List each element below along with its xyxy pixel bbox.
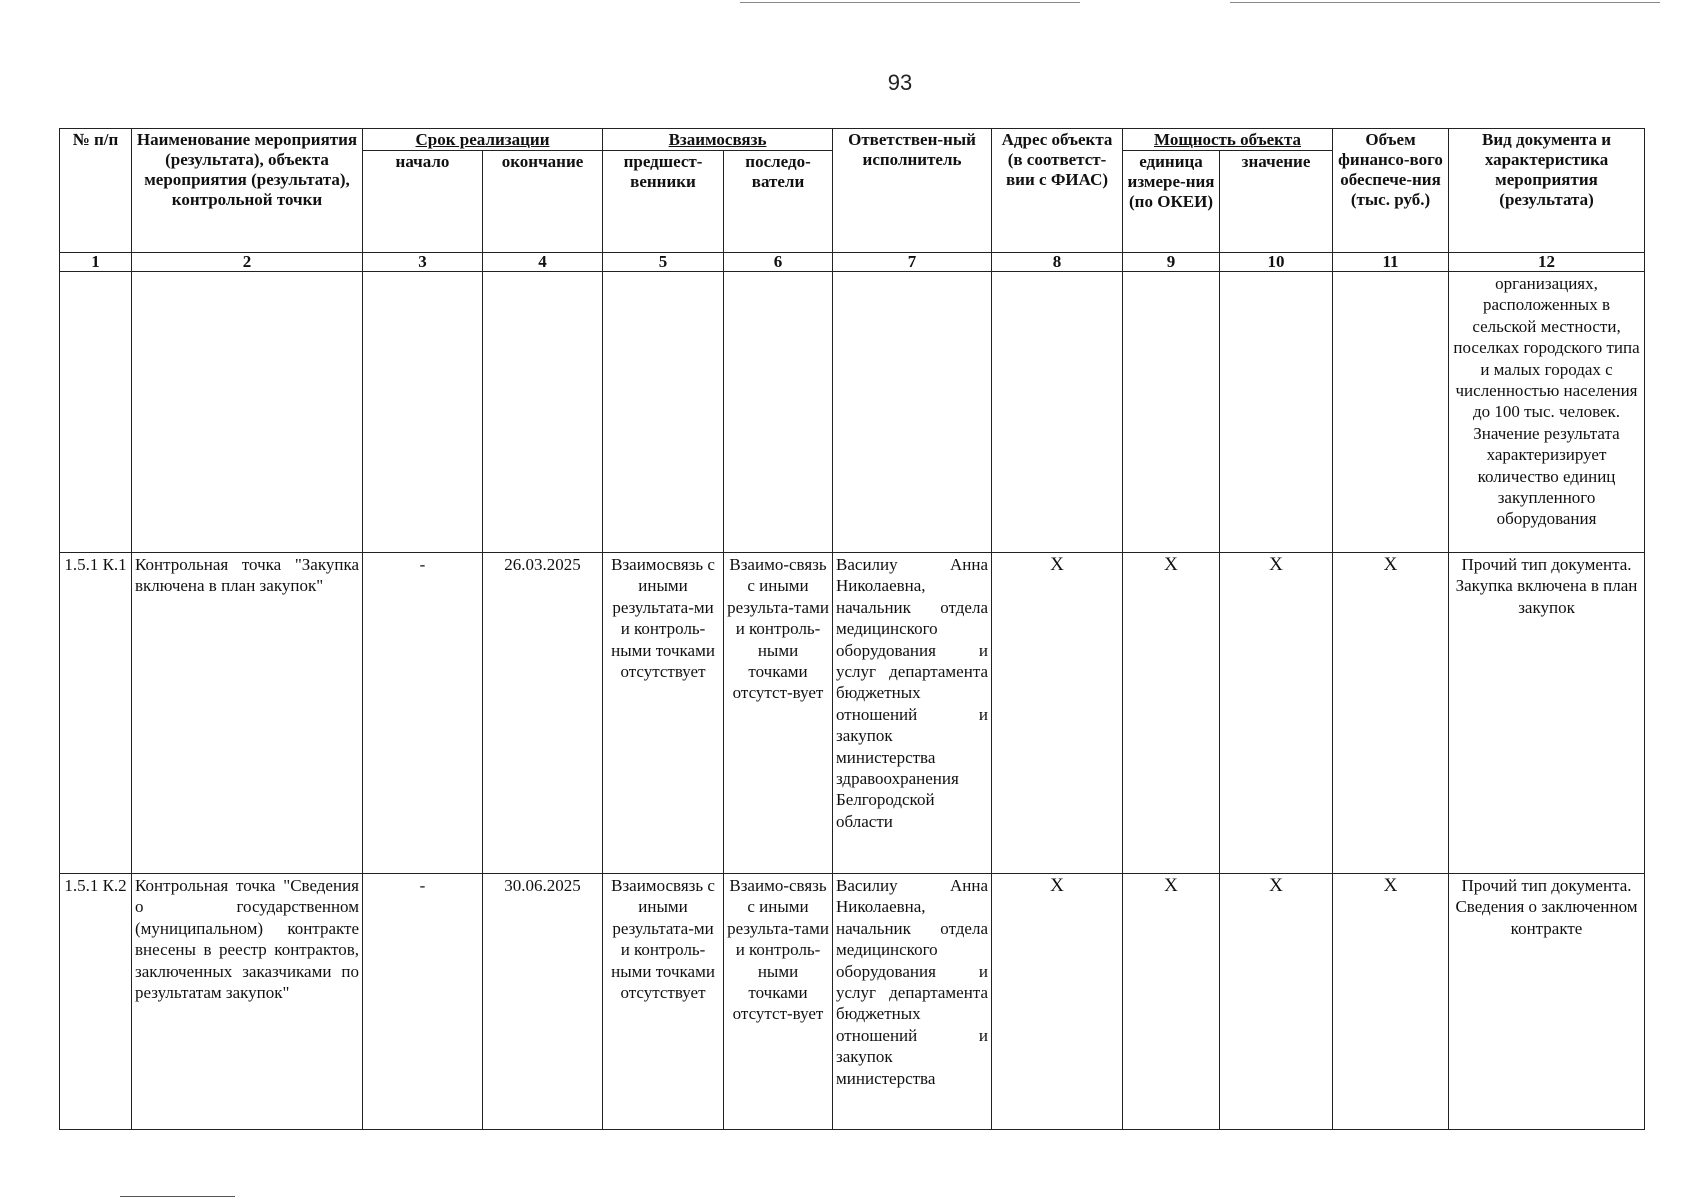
column-number: 5 <box>603 253 724 272</box>
header-relation-pred: предшест-венники <box>603 151 724 253</box>
table-row-continuation <box>60 272 1645 553</box>
row-finance: Х <box>1333 553 1449 874</box>
row-start: - <box>363 553 483 874</box>
column-number: 4 <box>483 253 603 272</box>
row-name: Контрольная точка "Закупка включена в план закупок" <box>132 553 363 874</box>
empty-cell <box>60 272 132 553</box>
row-address: Х <box>992 874 1123 1130</box>
row-number: 1.5.1 К.1 <box>60 553 132 874</box>
row-executor: Василиу Анна Николаевна, начальник отдела медицинского оборудования и услуг департамента бюджетных отношений и закупок министерства здравоохранения Белгородской области <box>833 553 992 874</box>
empty-cell <box>363 272 483 553</box>
header-period-start: начало <box>363 151 483 253</box>
header-doc: Вид документа и характеристика мероприятия (результата) <box>1449 129 1645 253</box>
column-number: 9 <box>1123 253 1220 272</box>
doc-continuation-text: организациях, расположенных в сельской местности, поселках городского типа и малых городах с численностью населения до 100 тыс. человек. Значение результата характеризирует количество единиц закупленного оборудования <box>1449 272 1645 553</box>
column-number: 8 <box>992 253 1123 272</box>
empty-cell <box>1333 272 1449 553</box>
column-number: 3 <box>363 253 483 272</box>
header-finance: Объем финансо-вого обеспече-ния (тыс. руб.) <box>1333 129 1449 253</box>
header-period: Срок реализации <box>363 129 603 151</box>
row-number: 1.5.1 К.2 <box>60 874 132 1130</box>
column-number: 2 <box>132 253 363 272</box>
empty-cell <box>603 272 724 553</box>
header-executor: Ответствен-ный исполнитель <box>833 129 992 253</box>
empty-cell <box>724 272 833 553</box>
header-capacity: Мощность объекта <box>1123 129 1333 151</box>
row-predecessors: Взаимосвязь с иными результата-ми и контроль-ными точками отсутствует <box>603 553 724 874</box>
scan-artifact-line <box>740 2 1080 3</box>
row-successors: Взаимо-связь с иными результа-тами и контроль-ными точками отсутст-вует <box>724 553 833 874</box>
header-no: № п/п <box>60 129 132 253</box>
header-capacity-value: значение <box>1220 151 1333 253</box>
row-doc: Прочий тип документа. Сведения о заключенном контракте <box>1449 874 1645 1130</box>
empty-cell <box>1123 272 1220 553</box>
row-doc: Прочий тип документа. Закупка включена в план закупок <box>1449 553 1645 874</box>
table-row <box>60 553 1645 874</box>
empty-cell <box>483 272 603 553</box>
header-capacity-unit: единица измере-ния (по ОКЕИ) <box>1123 151 1220 253</box>
column-number: 12 <box>1449 253 1645 272</box>
row-start: - <box>363 874 483 1130</box>
row-executor: Василиу Анна Николаевна, начальник отдела медицинского оборудования и услуг департамента бюджетных отношений и закупок министерства <box>833 874 992 1130</box>
row-successors: Взаимо-связь с иными результа-тами и контроль-ными точками отсутст-вует <box>724 874 833 1130</box>
empty-cell <box>833 272 992 553</box>
header-relation: Взаимосвязь <box>603 129 833 151</box>
row-unit: Х <box>1123 553 1220 874</box>
column-number: 11 <box>1333 253 1449 272</box>
row-end: 30.06.2025 <box>483 874 603 1130</box>
header-row <box>60 129 1645 151</box>
header-address: Адрес объекта (в соответст-вии с ФИАС) <box>992 129 1123 253</box>
column-number-row <box>60 253 1645 272</box>
row-value: Х <box>1220 553 1333 874</box>
row-value: Х <box>1220 874 1333 1130</box>
header-period-end: окончание <box>483 151 603 253</box>
empty-cell <box>1220 272 1333 553</box>
empty-cell <box>132 272 363 553</box>
header-relation-succ: последо-ватели <box>724 151 833 253</box>
page-number: 93 <box>887 70 913 95</box>
column-number: 10 <box>1220 253 1333 272</box>
plan-table <box>59 128 1645 1130</box>
column-number: 7 <box>833 253 992 272</box>
row-name: Контрольная точка "Сведения о государственном (муниципальном) контракте внесены в реестр контрактов, заключенных заказчиками по результатам закупок" <box>132 874 363 1130</box>
table-row <box>60 874 1645 1130</box>
scan-artifact-line <box>1230 2 1660 3</box>
column-number: 6 <box>724 253 833 272</box>
empty-cell <box>992 272 1123 553</box>
row-predecessors: Взаимосвязь с иными результата-ми и контроль-ными точками отсутствует <box>603 874 724 1130</box>
row-end: 26.03.2025 <box>483 553 603 874</box>
column-number: 1 <box>60 253 132 272</box>
row-finance: Х <box>1333 874 1449 1130</box>
row-address: Х <box>992 553 1123 874</box>
header-name: Наименование мероприятия (результата), объекта мероприятия (результата), контрольной точки <box>132 129 363 253</box>
row-unit: Х <box>1123 874 1220 1130</box>
scan-artifact-line <box>120 1196 235 1197</box>
